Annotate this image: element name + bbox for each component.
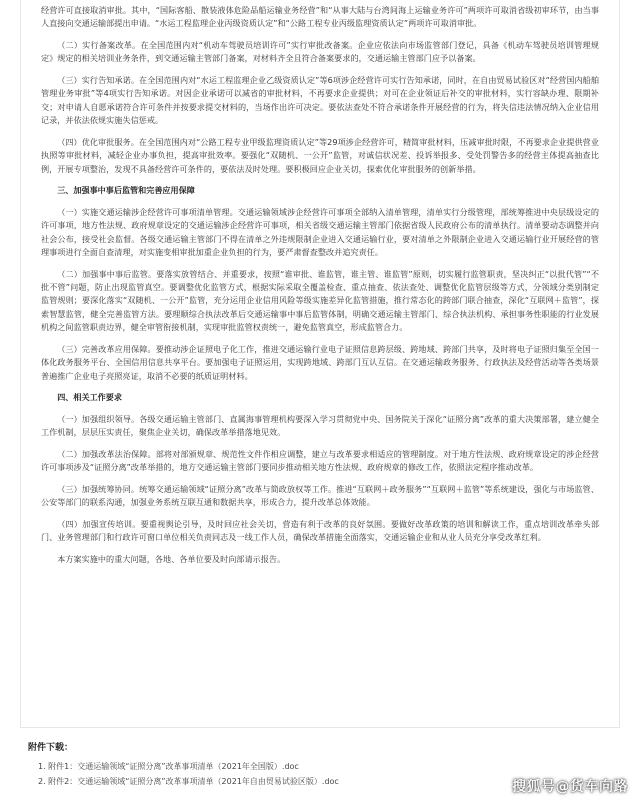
watermark: 搜狐号@货车向路 bbox=[512, 779, 628, 795]
paragraph: （三）完善改革应用保障。要推动涉企证照电子化工作，推进交通运输行业电子证照信息跨层级、跨地域、跨部门共享，及时将电子证照归集至全国一体化政务服务平台、全国信用信息共享平台。要加强电子证照运用，实现跨地域、跨部门互认互信。在交通运输政务服务、行政执法及经营活动等各类场景普遍推广企业电子亮照亮证，取消不必要的纸质证明材料。 bbox=[41, 343, 599, 381]
section-heading: 四、相关工作要求 bbox=[57, 392, 122, 403]
paragraph: （三）实行告知承诺。在全国范围内对“水运工程监理企业乙级资质认定”等6项涉企经营许可实行告知承诺，同时，在自由贸易试验区对“经营国内船舶管理业务审批”等4项实行告知承诺。对因企业承诺可以减省的审批材料，不再要求企业提供；对可在企业领证后补交的审批材料，实行容缺办理、限期补交；对申请人自愿承诺符合许可条件并按要求提交材料的，当场作出许可决定。要依法查处不符合承诺条件开展经营的行为，将失信违法情况纳入企业信用记录，并依法依规实施失信惩戒。 bbox=[41, 75, 599, 126]
paragraph: （一）实施交通运输涉企经营许可事项清单管理。交通运输领域涉企经营许可事项全部纳入清单管理，清单实行分级管理，部统筹推进中央层级设定的许可事项，地方性法规、政府规章设定的交通运输涉企经营许可事项，相关省级交通运输主管部门依据省级人民政府公布的清单执行。清单要动态调整并向社会公布，接受社会监督。各级交通运输主管部门不得在清单之外违规限制企业进入交通运输行业，要对清单之外限制企业进入交通运输行业开展经营的管理事项进行全面自查清理，对实施变相审批加重企业负担的行为，要严肃督查整改并追究责任。 bbox=[41, 206, 599, 258]
paragraph: （一）加强组织领导。各级交通运输主管部门、直属海事管理机构要深入学习贯彻党中央、国务院关于深化“证照分离”改革的重大决策部署，建立健全工作机制，层层压实责任，聚焦企业关切，确保改革举措落地见效。 bbox=[41, 413, 599, 438]
paragraph: （四）加强宣传培训。要重视舆论引导，及时回应社会关切，营造有利于改革的良好氛围。要做好改革政策的培训和解读工作，重点培训改革牵头部门、业务管理部门和行政许可窗口单位相关负责同志及一线工作人员，确保改革措施全面落实，交通运输企业和从业人员充分享受改革红利。 bbox=[41, 518, 599, 543]
paragraph: （二）实行备案改革。在全国范围内对“机动车驾驶员培训许可”实行审批改备案。企业应依法向市场监管部门登记，具备《机动车驾驶员培训管理规定》规定的相关培训业务条件，到交通运输主管部门备案，对材料齐全且符合备案要求的，交通运输主管部门应予以备案。 bbox=[41, 40, 599, 64]
attachment-link-2[interactable]: 2. 附件2：交通运输领域“证照分离”改革事项清单（2021年自由贸易试验区版）.doc bbox=[38, 777, 339, 786]
section-heading: 三、加强事中事后监管和完善应用保障 bbox=[57, 185, 195, 196]
paragraph: （三）加强统筹协同。统筹交通运输领域“证照分离”改革与简政放权等工作。推进“互联网＋政务服务”“互联网＋监管”等系统建设，强化与市场监管、公安等部门的联系沟通，加强业务系统互联互通和数据共享，形成合力，提升改革总体效能。 bbox=[41, 483, 599, 508]
attachments-title: 附件下载： bbox=[28, 743, 74, 753]
paragraph: 本方案实施中的重大问题，各地、各单位要及时向部请示报告。 bbox=[57, 553, 286, 564]
document-body bbox=[20, 0, 620, 728]
paragraph: （二）加强改革法治保障。部将对部颁规章、规范性文件作相应调整，建立与改革要求相适应的管理制度。对于地方性法规、政府规章设定的涉企经营许可事项涉及“证照分离”改革举措的，地方交通运输主管部门要同步推动相关地方性法规、政府规章的修改工作，依照法定程序推动改革。 bbox=[41, 448, 599, 473]
attachment-link-1[interactable]: 1. 附件1：交通运输领域“证照分离”改革事项清单（2021年全国版）.doc bbox=[38, 762, 299, 771]
paragraph: （四）优化审批服务。在全国范围内对“公路工程专业甲级监理资质认定”等29项涉企经营许可，精简审批材料，压减审批时限，不再要求企业提供营业执照等审批材料，减轻企业办事负担，提高审批效率。要强化“双随机、一公开”监管，对诚信状况差、投诉举报多、受处罚警告多的经营主体提高抽查比例，开展专项整治，发现不具备经营许可条件的，要依法及时处理。要积极回应企业关切，探索优化审批服务的创新举措。 bbox=[41, 136, 599, 174]
paragraph: （二）加强事中事后监管。要落实放管结合、并重要求，按照“谁审批、谁监管，谁主管、谁监管”原则，切实履行监管职责，坚决纠正“以批代管”“不批不管”问题，防止出现监管真空。要调整优化监管方式，根据实际采取全覆盖检查、重点抽查、依法查处、调整优化监管层级等方式，分领域分类别制定监管规则；要深化落实“双随机、一公开”监管，充分运用企业信用风险等级实施差异化监管措施，推行常态化的跨部门联合抽查，深化“互联网＋监管”，探索智慧监管，健全完善监管方法。要理顺综合执法改革后交通运输事中事后监管体制，明确交通运输主管部门、综合执法机构、承担事务性职能的行业发展机构之间监管职责边界，健全审管衔接机制，实现审批监管权责统一，避免监管真空，形成监管合力。 bbox=[41, 268, 599, 333]
paragraph: 经营许可直接取消审批。其中，“国际客船、散装液体危险品船运输业务经营”和“从事大陆与台湾间海上运输业务许可”两项许可取消省级初审环节，由当事人直接向交通运输部提出申请。“水运工程监理企业丙级资质认定”和“公路工程专业丙级监理资质认定”两项许可取消审批。 bbox=[41, 5, 599, 29]
